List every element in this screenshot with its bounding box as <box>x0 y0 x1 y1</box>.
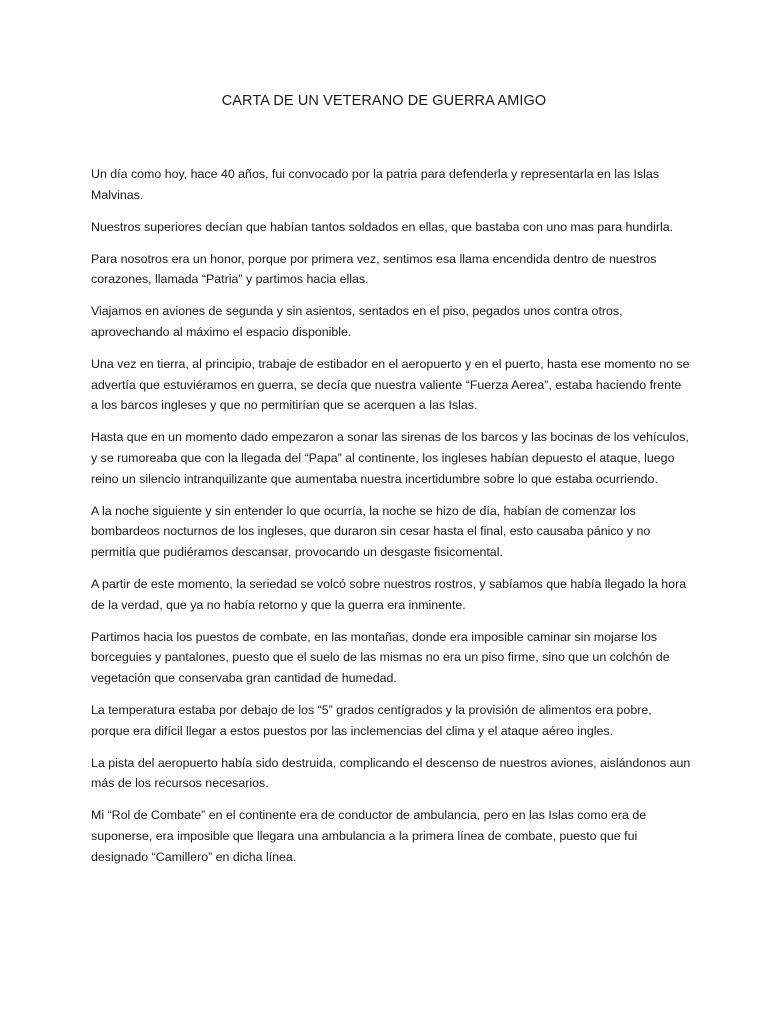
paragraph: Mi “Rol de Combate” en el continente era de conductor de ambulancia, pero en las Islas como era de suponerse, era imposible que llegara una ambulancia a la primera línea de combate, puesto que fui designado “Camillero” en dicha línea. <box>91 808 647 864</box>
paragraph: Para nosotros era un honor, porque por primera vez, sentimos esa llama encendida dentro de nuestros corazones, llamada “Patria” y partimos hacia ellas. <box>91 251 657 287</box>
paragraph: Hasta que en un momento dado empezaron a sonar las sirenas de los barcos y las bocinas de los vehículos, y se rumoreaba que con la llegada del “Papa” al continente, los ingleses habían depuesto el ataque, luego reino un silencio intranquilizante que aumentaba nuestra incertidumbre sobre lo que estaba ocurriendo. <box>91 430 689 486</box>
paragraph: Un día como hoy, hace 40 años, fui convocado por la patria para defenderla y representarla en las Islas Malvinas. <box>91 167 660 202</box>
document-body <box>91 164 691 879</box>
document-title: CARTA DE UN VETERANO DE GUERRA AMIGO <box>221 93 547 109</box>
paragraph: Nuestros superiores decían que habían tantos soldados en ellas, que bastaba con uno mas para hundirla. <box>91 219 674 234</box>
paragraph: La temperatura estaba por debajo de los “5” grados centígrados y la provisión de alimentos era pobre, porque era difícil llegar a estos puestos por las inclemencias del clima y el ataque aéreo ingles. <box>91 702 652 738</box>
paragraph: A la noche siguiente y sin entender lo que ocurría, la noche se hizo de día, habían de comenzar los bombardeos nocturnos de los ingleses, que duraron sin cesar hasta el final, esto causaba pánico y no permitía que pudiéramos descansar, provocando un desgaste fisicomental. <box>91 503 651 559</box>
paragraph: A partir de este momento, la seriedad se volcó sobre nuestros rostros, y sabíamos que había llegado la hora de la verdad, que ya no había retorno y que la guerra era inminente. <box>91 577 687 612</box>
paragraph: La pista del aeropuerto había sido destruida, complicando el descenso de nuestros aviones, aislándonos aun más de los recursos necesarios. <box>91 755 691 791</box>
paragraph: Partimos hacia los puestos de combate, en las montañas, donde era imposible caminar sin mojarse los borceguies y pantalones, puesto que el suelo de las mismas no era un piso firme, sino que un colchón de vegetación que conservaba gran cantidad de humedad. <box>91 629 670 685</box>
paragraph: Viajamos en aviones de segunda y sin asientos, sentados en el piso, pegados unos contra otros, aprovechando al máximo el espacio disponible. <box>91 304 623 340</box>
paragraph: Una vez en tierra, al principio, trabaje de estibador en el aeropuerto y en el puerto, hasta ese momento no se advertía que estuviéramos en guerra, se decía que nuestra valiente “Fuerza Aerea”, estaba haciendo frente a los barcos ingleses y que no permitirían que se acerquen a las Islas. <box>91 357 690 413</box>
